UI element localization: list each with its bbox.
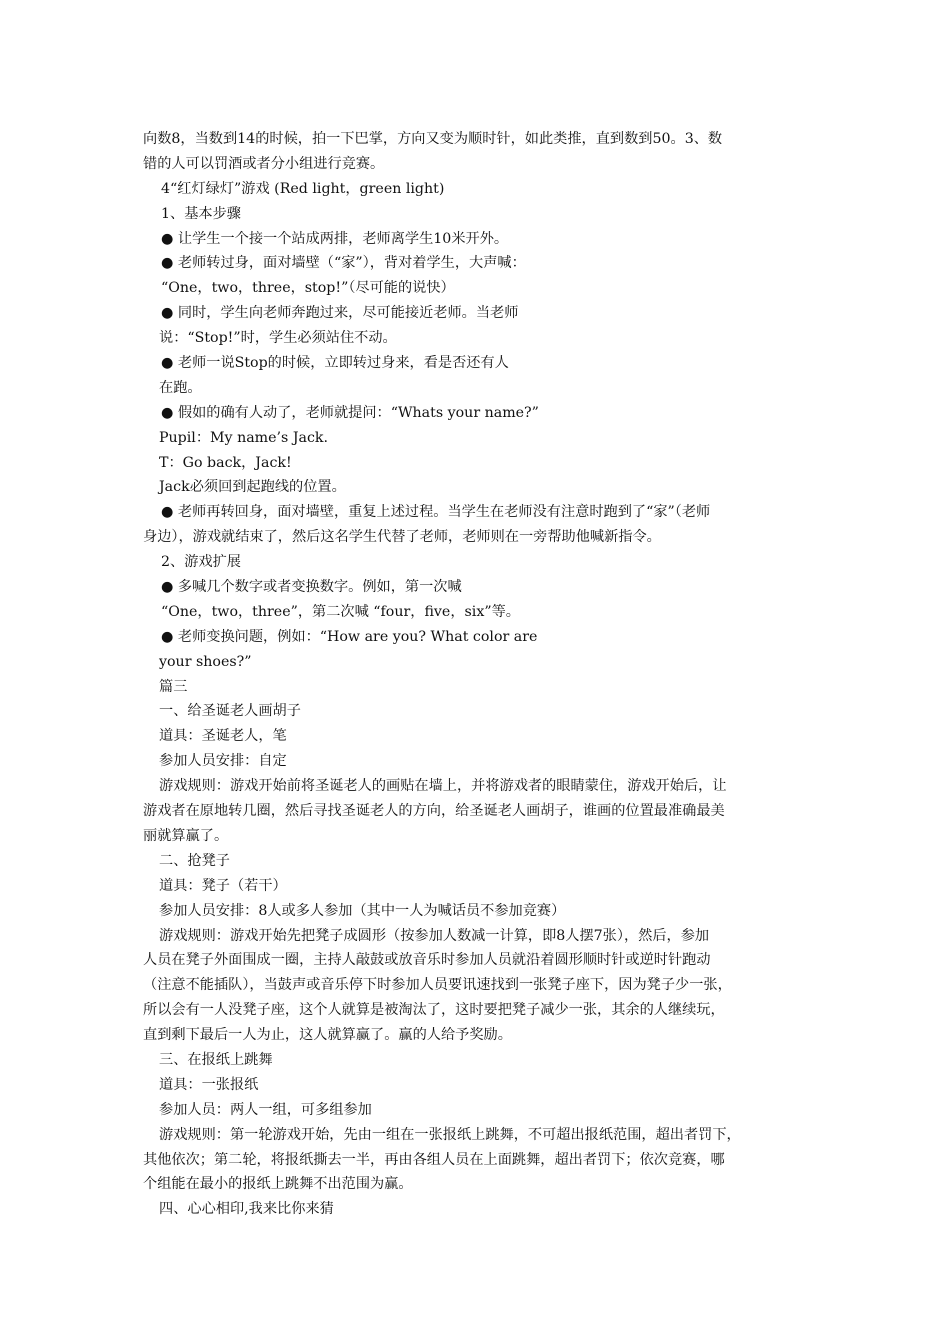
text-line: 参加人员：两人一组，可多组参加 [159,1101,372,1118]
text-line: 说：“Stop!”时，学生必须站住不动。 [159,330,397,347]
text-line: 篇三 [159,678,188,695]
text-line: 丽就算赢了。 [143,827,229,844]
text-line: ● 让学生一个接一个站成两排，老师离学生10米开外。 [161,230,509,247]
document-body [143,127,813,1222]
text-line: 道具：圣诞老人，笔 [159,728,287,745]
text-line: 道具：凳子（若干） [159,877,287,894]
text-line: Jack必须回到起跑线的位置。 [159,479,346,496]
text-line: ● 同时，学生向老师奔跑过来，尽可能接近老师。当老师 [161,305,519,322]
text-line: 在跑。 [159,379,202,396]
text-line: 错的人可以罚酒或者分小组进行竞赛。 [143,155,385,172]
text-line: （注意不能插队），当鼓声或音乐停下时参加人员要讯速找到一张凳子座下，因为凳子少一张， [143,977,732,994]
text-line: 所以会有一人没凳子座，这个人就算是被淘汰了，这时要把凳子减少一张，其余的人继续玩， [143,1002,725,1019]
text-line: 身边），游戏就结束了，然后这名学生代替了老师，老师则在一旁帮助他喊新指令。 [143,529,661,546]
text-line: 游戏规则：游戏开始先把凳子成圆形（按参加人数减一计算，即8人摆7张），然后，参加 [159,927,710,944]
text-line: 游戏者在原地转几圈，然后寻找圣诞老人的方向，给圣诞老人画胡子，谁画的位置最准确最美 [143,803,725,820]
text-line: your shoes?” [159,653,252,670]
text-line: 2、游戏扩展 [161,554,241,571]
text-line: T：Go back，Jack! [159,454,292,471]
text-line: 参加人员安排：自定 [159,753,287,770]
text-line: ● 老师一说Stop的时候，立即转过身来，看是否还有人 [161,355,509,372]
text-line: 1、基本步骤 [161,205,241,222]
text-line: “One，two，three”，第二次喊 “four，five，six”等。 [161,603,520,620]
text-line: ● 老师再转回身，面对墙壁，重复上述过程。当学生在老师没有注意时跑到了“家”（老师 [161,504,711,521]
text-line: ● 老师变换问题，例如：“How are you? What color are [161,628,538,645]
text-line: 游戏规则：游戏开始前将圣诞老人的画贴在墙上，并将游戏者的眼睛蒙住，游戏开始后，让 [159,778,727,795]
text-line: 道具：一张报纸 [159,1076,259,1093]
text-line: 三、在报纸上跳舞 [159,1051,273,1068]
text-line: 二、抢凳子 [159,852,230,869]
text-line: 游戏规则：第一轮游戏开始，先由一组在一张报纸上跳舞，不可超出报纸范围，超出者罚下， [159,1126,741,1143]
text-line: 个组能在最小的报纸上跳舞不出范围为赢。 [143,1176,413,1193]
text-line: Pupil：My name’s Jack. [159,429,329,446]
text-line: 4“红灯绿灯”游戏 (Red light，green light) [161,180,445,197]
text-line: ● 老师转过身，面对墙壁（“家”），背对着学生，大声喊： [161,255,526,272]
text-line: ● 多喊几个数字或者变换数字。例如，第一次喊 [161,579,462,596]
text-line: 四、心心相印,我来比你来猜 [159,1201,334,1218]
text-line: 一、给圣诞老人画胡子 [159,703,301,720]
text-line: “One，two，three，stop!”（尽可能的说快） [161,280,455,297]
text-line: ● 假如的确有人动了，老师就提问：“Whats your name?” [161,404,539,421]
text-line: 向数8，当数到14的时候，拍一下巴掌，方向又变为顺时针，如此类推，直到数到50。3、数 [143,131,723,147]
text-line: 直到剩下最后一人为止，这人就算赢了。赢的人给予奖励。 [143,1027,512,1044]
text-line: 人员在凳子外面围成一圈，主持人敲鼓或放音乐时参加人员就沿着圆形顺时针或逆时针跑动 [143,952,711,969]
text-line: 参加人员安排：8人或多人参加（其中一人为喊话员不参加竞赛） [159,902,566,919]
text-line: 其他依次；第二轮，将报纸撕去一半，再由各组人员在上面跳舞，超出者罚下；依次竞赛，哪 [143,1151,725,1168]
